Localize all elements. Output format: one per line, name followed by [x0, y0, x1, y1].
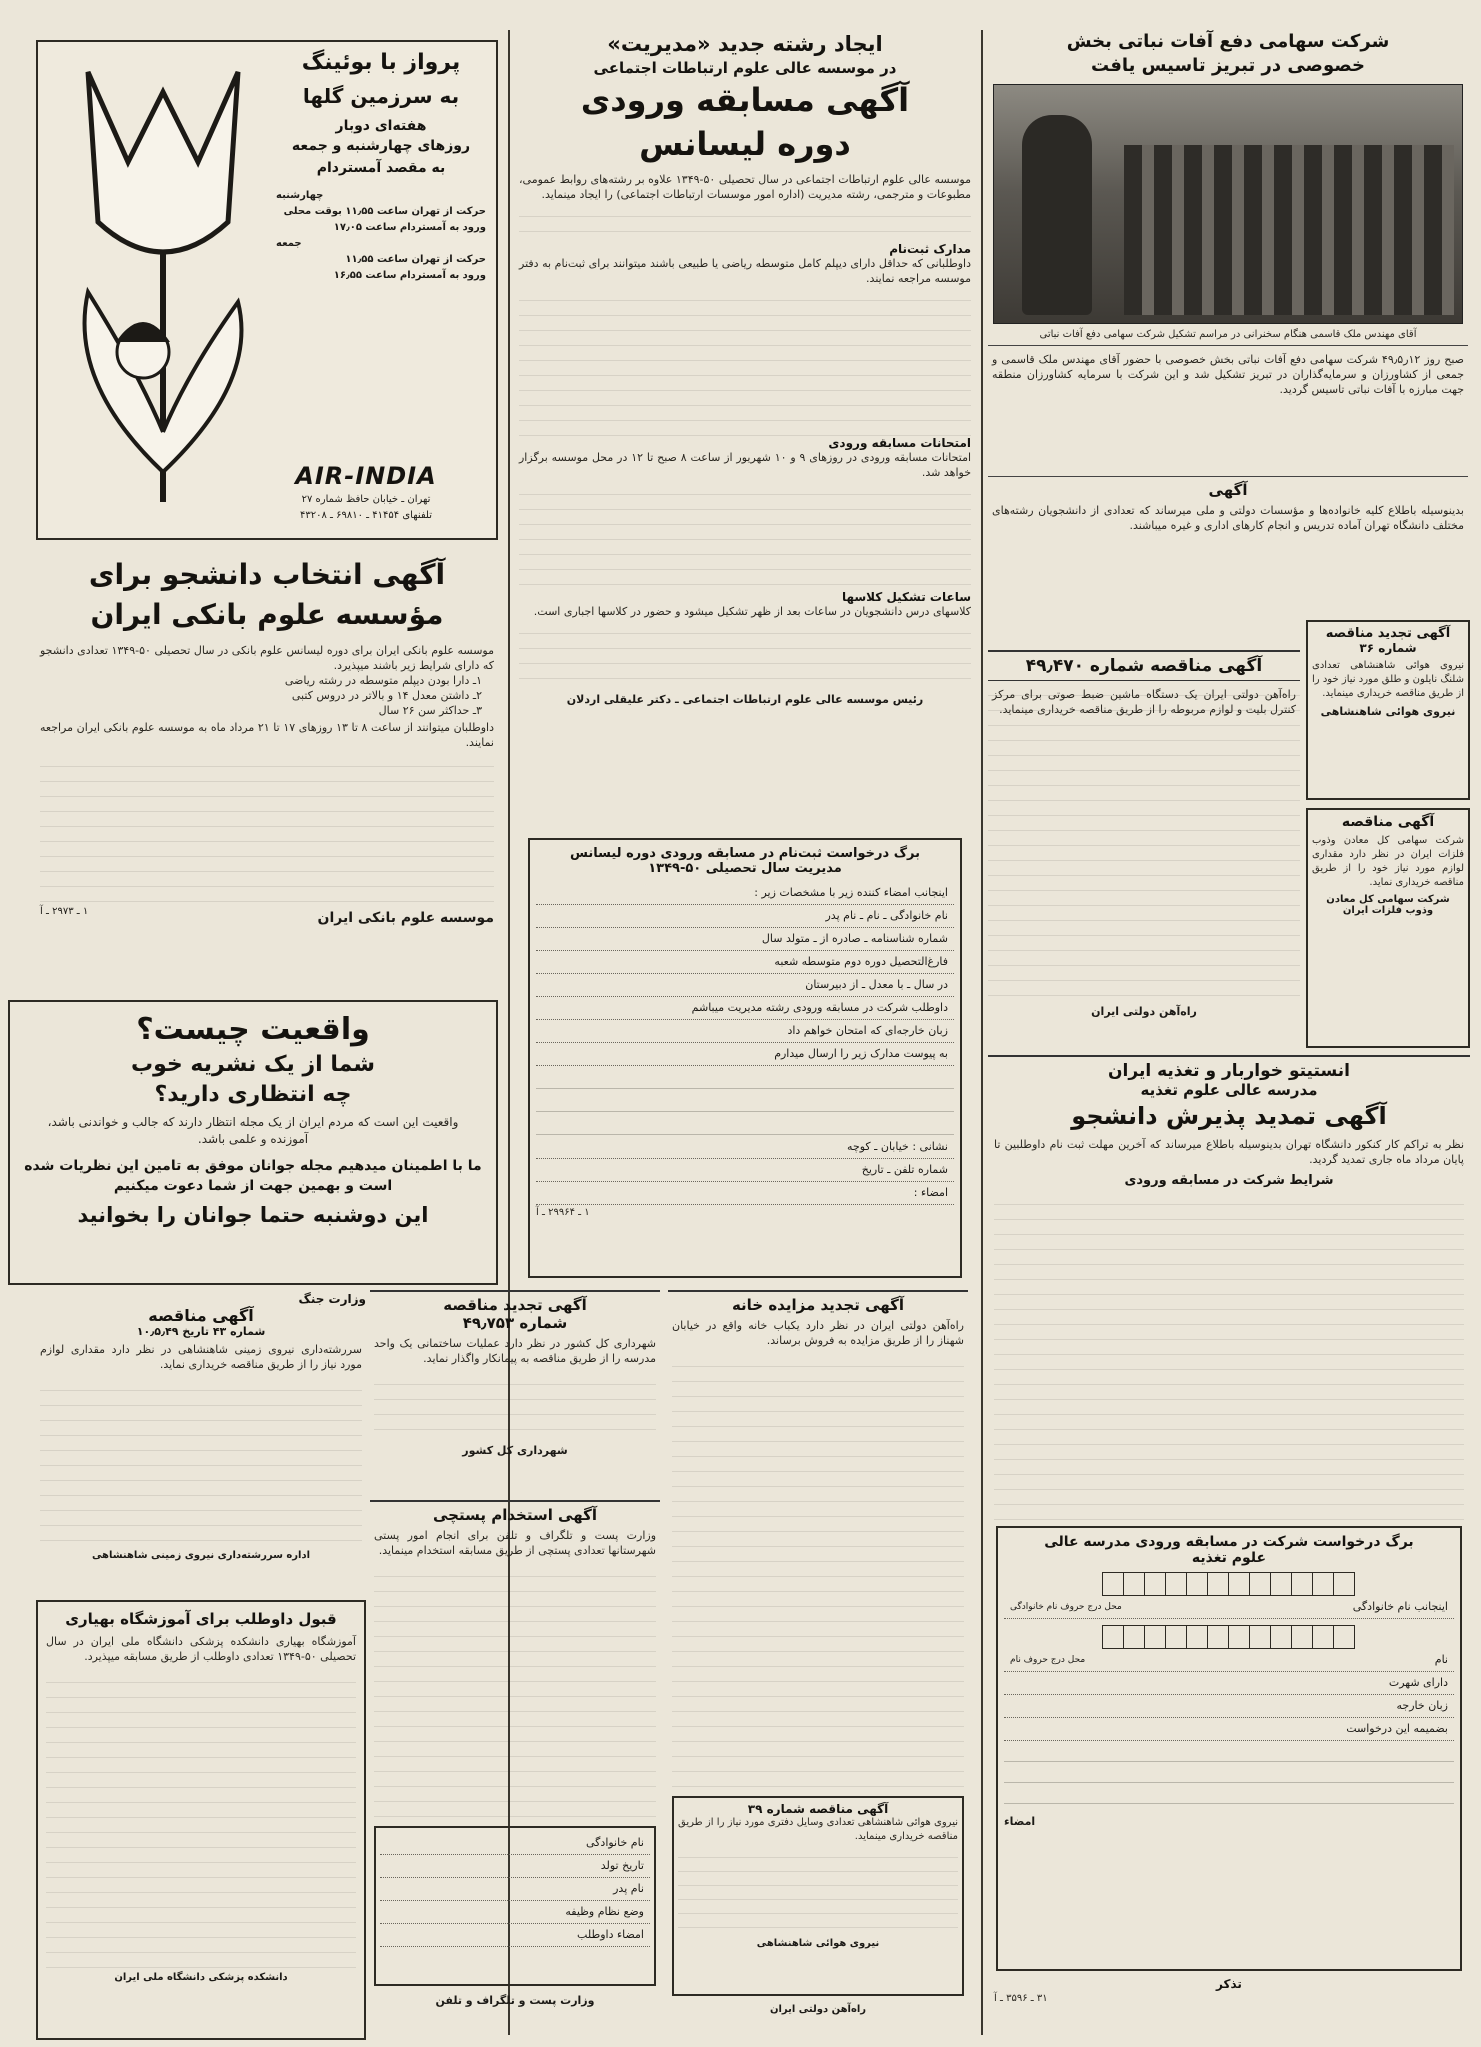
mgmt-form-line-attachments: به پیوست مدارک زیر را ارسال میدارم	[536, 1043, 954, 1066]
hire-fill	[374, 1562, 656, 1822]
war-signature: اداره سررشته‌داری نیروی زمینی شاهنشاهی	[91, 1550, 311, 1561]
mgmt-form-title: برگ درخواست ثبت‌نام در مسابقه ورودی دوره لیسانس	[569, 846, 920, 861]
mgmt-form-field-address[interactable]: نشانی : خیابان ـ کوچه	[536, 1136, 954, 1159]
air-title-2: به سرزمین گلها	[302, 84, 460, 108]
nurse-body: آموزشگاه بهیاری دانشکده پزشکی دانشگاه ملی ایران در سال تحصیلی ۵۰-۱۳۴۹ تعدادی داوطلب از طریق مسابقه میپذیرد.	[46, 1635, 356, 1663]
nurse-signature: دانشکده پزشکی دانشگاه ملی ایران	[114, 1972, 288, 1983]
auction-body: راه‌آهن دولتی ایران در نظر دارد یکباب خانه واقع در خیابان شهناز را از طریق مزایده به فروش برساند.	[672, 1319, 964, 1347]
column-rule	[981, 30, 983, 2035]
mgmt-exam-title: آگهی مسابقه ورودی	[580, 81, 910, 119]
air-sched-3: حرکت از تهران ساعت ۱۱٫۵۵	[345, 254, 486, 265]
bank-signature: موسسه علوم بانکی ایران	[317, 910, 494, 926]
air-day-wed: چهارشنبه	[276, 190, 324, 201]
air-sub-2: روزهای چهارشنبه و جمعه	[291, 138, 471, 154]
war-body: سررشته‌داری نیروی زمینی شاهنشاهی در نظر دارد مقداری لوازم مورد نیاز را از طریق مناقصه خریداری نماید.	[40, 1343, 362, 1371]
docs-fill	[519, 286, 971, 436]
air-address: تهران ـ خیابان حافظ شماره ۲۷	[301, 494, 431, 505]
institute-name: انستیتو خواربار و تغذیه ایران	[1108, 1061, 1350, 1081]
mgmt-headline: ایجاد رشته جدید «مدیریت»	[607, 32, 883, 56]
renew-tender-title: آگهی تجدید مناقصه	[443, 1296, 587, 1314]
air-sub-3: به مقصد آمستردام	[316, 160, 446, 176]
exam-title: امتحانات مسابقه ورودی	[828, 436, 971, 450]
management-program	[515, 30, 975, 840]
renew-tender-753	[370, 1290, 660, 1495]
photo-caption: آقای مهندس ملک قاسمی هنگام سخنرانی در مراسم تشکیل شرکت سهامی دفع آفات نباتی	[988, 324, 1468, 346]
nursing-school-ad	[36, 1600, 366, 2040]
bank-footer	[36, 902, 498, 934]
nutrition-form	[996, 1526, 1462, 1971]
tender-mines-signature: شرکت سهامی کل معادن وذوب فلزات ایران	[1326, 894, 1450, 916]
air-sched-2: ورود به آمستردام ساعت ۱۷٫۰۵	[333, 222, 486, 233]
tender-36-box	[1306, 620, 1470, 800]
air-schedule	[276, 188, 486, 284]
tender-36-body: نیروی هوائی شاهنشاهی تعدادی شلنگ نایلون و طلق مورد نیاز خود را از طریق مناقصه خریداری مینماید.	[1312, 660, 1464, 699]
bank-body-2: داوطلبان میتوانند از ساعت ۸ تا ۱۳ روزهای ۱۷ تا ۲۱ مرداد ماه به موسسه علوم بانکی ایران مراجعه نمایند.	[40, 721, 495, 749]
form-field-language[interactable]: زبان خارجه	[1004, 1695, 1454, 1718]
form-field-name[interactable]: نام محل درج حروف نام	[1004, 1649, 1454, 1672]
form-field-attachment[interactable]: بضمیمه این درخواست	[1004, 1718, 1454, 1741]
renew-tender-fill	[374, 1370, 656, 1440]
docs-title: مدارک ثبت‌نام	[889, 242, 971, 256]
hire-signature: وزارت پست و تلگراف و تلفن	[435, 1994, 595, 2007]
hire-field-military[interactable]: وضع نظام وظیفه	[380, 1901, 650, 1924]
nutrition-form-title: برگ درخواست شرکت در مسابقه ورودی مدرسه عالی	[1044, 1534, 1414, 1550]
institute-school: مدرسه عالی علوم تغذیه	[1140, 1081, 1318, 1099]
auction-fill	[672, 1352, 964, 1792]
reality-body: واقعیت این است که مردم ایران از یک مجله انتظار دارند که جالب و خواندنی باشد، آموزنده و علمی باشد.	[47, 1115, 459, 1146]
news-headline: شرکت سهامی دفع آفات نباتی بخش	[1066, 31, 1390, 52]
house-auction	[668, 1290, 968, 2040]
bank-req-3: ۳ـ حداکثر سن ۲۶ سال	[378, 704, 482, 717]
auction-title: آگهی تجدید مزایده خانه	[731, 1296, 905, 1314]
bank-ref: ۱ ـ ۲۹۷۳ ـ آ	[40, 906, 89, 917]
tender-36-signature: نیروی هوائی شاهنشاهی	[1320, 705, 1456, 718]
javanan-ad	[8, 1000, 498, 1285]
reality-question-2: چه انتظاری دارید؟	[154, 1082, 352, 1107]
air-sub-1: هفته‌ای دوبار	[335, 118, 427, 134]
air-india-ad	[36, 40, 498, 540]
reality-promise: ما با اطمینان میدهیم مجله جوانان موفق به تامین این نظریات شده است و بهمین جهت از شما دعوت میکنیم	[24, 1158, 482, 1194]
tender-470-title: آگهی مناقصه شماره ۴۹٫۴۷۰	[988, 650, 1300, 681]
auction-signature: راه‌آهن دولتی ایران	[769, 2004, 867, 2015]
mgmt-intro-fill	[519, 202, 971, 242]
reality-cta: این دوشنبه حتما جوانان را بخوانید	[77, 1203, 429, 1227]
mgmt-form-line-applicant: داوطلب شرکت در مسابقه ورودی رشته مدیریت میباشم	[536, 997, 954, 1020]
bank-body: موسسه علوم بانکی ایران برای دوره لیسانس علوم بانکی در سال تحصیلی ۵۰-۱۳۴۹ تعدادی دانشجو که دارای شرایط زیر باشند میپذیرد.	[40, 644, 494, 672]
bank-req-1: ۱ـ دارا بودن دیپلم متوسطه در رشته ریاضی	[284, 674, 482, 687]
news-photo	[993, 84, 1463, 324]
nurse-fill	[46, 1668, 356, 1968]
mgmt-form-ref: ۱ ـ ۲۹۹۶۴ ـ آ	[536, 1207, 590, 1218]
tulip-illustration	[48, 52, 278, 522]
war-title: آگهی مناقصه	[148, 1306, 254, 1325]
hire-title: آگهی استخدام پستچی	[432, 1506, 598, 1524]
nurse-title: قبول داوطلب برای آموزشگاه بهیاری	[65, 1610, 337, 1628]
renew-tender-number: شماره ۴۹٫۷۵۳	[462, 1314, 568, 1332]
docs-body: داوطلبانی که حداقل دارای دیپلم کامل متوسطه ریاضی یا طبیعی باشند میتوانند برای ثبت‌نام به دفتر موسسه مراجعه نمایند.	[519, 257, 971, 285]
photo-audience	[1124, 145, 1454, 315]
war-fill	[40, 1376, 362, 1546]
mgmt-degree: دوره لیسانس	[639, 125, 851, 163]
tender-39-signature: نیروی هوائی شاهنشاهی	[756, 1938, 880, 1949]
nutrition-form-signature: امضاء	[1004, 1815, 1036, 1828]
tender-39-box	[672, 1796, 964, 1996]
tender-470-signature: راه‌آهن دولتی ایران	[1091, 1005, 1197, 1018]
ref-code: ۳۱ ـ ۳۵۹۶ ـ آ	[994, 1993, 1048, 2004]
news-pest-control	[988, 30, 1468, 670]
air-phone: تلفنهای ۴۱۴۵۴ ـ ۶۹۸۱۰ ـ ۴۳۲۰۸	[299, 510, 432, 521]
banking-institute-ad	[36, 555, 498, 995]
photo-figure-speaker	[1022, 115, 1092, 315]
bank-headline-2: مؤسسه علوم بانکی ایران	[90, 598, 444, 631]
war-ministry: وزارت جنگ	[298, 1292, 366, 1306]
classes-fill	[519, 619, 971, 689]
exam-fill	[519, 480, 971, 590]
mgmt-form-subtitle: مدیریت سال تحصیلی ۵۰-۱۳۴۹	[648, 861, 842, 876]
form-field-family[interactable]: اینجانب نام خانوادگی محل درج حروف نام خانوادگی	[1004, 1596, 1454, 1619]
reality-question-1: شما از یک نشریه خوب	[131, 1052, 375, 1077]
air-sched-4: ورود به آمستردام ساعت ۱۶٫۵۵	[333, 270, 486, 281]
tulip-leaf-right	[163, 302, 241, 472]
tender-39-body: نیروی هوائی شاهنشاهی تعدادی وسایل دفتری مورد نیاز را از طریق مناقصه خریداری مینماید.	[678, 1817, 958, 1842]
tender-mines-title: آگهی مناقصه	[1341, 814, 1435, 830]
postman-hire	[370, 1500, 660, 2040]
bank-fill	[40, 752, 494, 902]
tender-39-fill	[678, 1844, 958, 1934]
bank-req-2: ۲ـ داشتن معدل ۱۴ و بالاتر در دروس کتبی	[291, 689, 482, 702]
war-ministry-tender	[36, 1292, 366, 1592]
conditions-text	[994, 1190, 1464, 1520]
air-india-logo: AIR-INDIA	[295, 462, 437, 490]
tender-39-title: آگهی مناقصه شماره ۳۹	[747, 1802, 889, 1816]
form-field-reputation[interactable]: دارای شهرت	[1004, 1672, 1454, 1695]
hire-field-signature[interactable]: امضاء داوطلب	[380, 1924, 650, 1947]
institute-headline: آگهی تمدید پذیرش دانشجو	[1071, 1102, 1387, 1130]
conditions-title: شرایط شرکت در مسابقه ورودی	[1124, 1173, 1334, 1188]
renew-tender-signature: شهرداری کل کشور	[462, 1444, 568, 1457]
mgmt-form-field-name[interactable]: نام خانوادگی ـ نام ـ نام پدر	[536, 905, 954, 928]
mgmt-application-form	[528, 838, 962, 1278]
adv-body: بدینوسیله باطلاع کلیه خانواده‌ها و مؤسسات دولتی و ملی میرساند که تعدادی از دانشجویان رشته‌های مختلف دانشگاه تهران آماده تدریس و انجام کارهای اداری و غیره میباشند.	[992, 504, 1464, 532]
mgmt-form-field-signature[interactable]: امضاء :	[536, 1182, 954, 1205]
classes-body: کلاسهای درس دانشجویان در ساعات بعد از ظهر تشکیل میشود و حضور در کلاسها اجباری است.	[533, 605, 971, 618]
tender-36-number: شماره ۳۶	[1359, 641, 1417, 655]
air-day-fri: جمعه	[276, 238, 302, 249]
mgmt-form-line-intro: اینجانب امضاء کننده زیر با مشخصات زیر :	[536, 882, 954, 905]
mgmt-form-field-id[interactable]: شماره شناسنامه ـ صادره از ـ متولد سال	[536, 928, 954, 951]
nutrition-form-subtitle: علوم تغذیه	[1191, 1550, 1267, 1566]
tender-470	[988, 650, 1300, 1050]
exam-body: امتحانات مسابقه ورودی در روزهای ۹ و ۱۰ شهریور از ساعت ۸ صبح تا ۱۲ در محل موسسه برگزار خواهد شد.	[519, 451, 972, 479]
tulip-leaf-left	[85, 292, 163, 472]
renew-tender-body: شهرداری کل کشور در نظر دارد عملیات ساختمانی یک واحد مدرسه را از طریق مناقصه به پیمانکار واگذار نماید.	[374, 1337, 656, 1365]
letter-boxes-name[interactable]	[1004, 1625, 1454, 1649]
adv-title: آگهی	[988, 476, 1468, 499]
tender-mines-body: شرکت سهامی کل معادن وذوب فلزات ایران در نظر دارد مقداری لوازم مورد نیاز خود را از طریق مناقصه خریداری نماید.	[1312, 835, 1464, 888]
tender-36-title: آگهی تجدید مناقصه	[1325, 626, 1451, 641]
hire-body: وزارت پست و تلگراف و تلفن برای انجام امور پستی شهرستانها تعدادی پستچی از طریق مسابقه استخدام مینماید.	[374, 1529, 656, 1557]
mgmt-signature: رئیس موسسه عالی علوم ارتباطات اجتماعی ـ دکتر علیقلی اردلان	[566, 693, 924, 706]
hire-form	[374, 1826, 656, 1986]
form-lines-blank	[1004, 1741, 1454, 1811]
letter-boxes-family[interactable]	[1004, 1572, 1454, 1596]
hire-field-family[interactable]: نام خانوادگی	[380, 1832, 650, 1855]
classes-title: ساعات تشکیل کلاسها	[841, 590, 971, 604]
war-number: شماره ۴۳ تاریخ ۱۰٫۵٫۴۹	[136, 1325, 266, 1338]
institute-body: نظر به تراکم کار کنکور دانشگاه تهران بدینوسیله باطلاع میرساند که آخرین مهلت ثبت نام داوطلبین تا پایان مرداد ماه جاری تمدید گردید.	[994, 1138, 1464, 1166]
air-sched-1: حرکت از تهران ساعت ۱۱٫۵۵ بوقت محلی	[283, 206, 486, 217]
mgmt-form-field-phone[interactable]: شماره تلفن ـ تاریخ	[536, 1159, 954, 1182]
hire-field-birth[interactable]: تاریخ تولد	[380, 1855, 650, 1878]
hire-field-father[interactable]: نام پدر	[380, 1878, 650, 1901]
reality-headline: واقعیت چیست؟	[136, 1012, 370, 1047]
air-title-1: پرواز با بوئینگ	[301, 50, 461, 75]
mgmt-form-field-diploma[interactable]: فارغ‌التحصیل دوره دوم متوسطه شعبه	[536, 951, 954, 974]
tender-mines-box	[1306, 808, 1470, 1048]
note-title: تذکر	[1216, 1977, 1242, 1991]
tulip-flower	[88, 72, 238, 252]
news-subheadline: خصوصی در تبریز تاسیس یافت	[1091, 55, 1365, 76]
mgmt-intro: موسسه عالی علوم ارتباطات اجتماعی در سال تحصیلی ۵۰-۱۳۴۹ علاوه بر رشته‌های روابط عمومی، مطبوعات و مترجمی، رشته مدیریت (اداره امور موسسات ارتباطات اجتماعی) را ایجاد مینماید.	[519, 173, 971, 201]
news-body: صبح روز ۱۲ر۴۹٫۵ شرکت سهامی دفع آفات نباتی بخش خصوصی با حضور آقای مهندس ملک قاسمی و جمعی از کشاورزان و سرمایه‌گذاران در تبریز تشکیل شد و این شرکت با سرمایه کشاورزان منطقه جهت مبارزه با آفات نباتی تاسیس گردید.	[992, 353, 1464, 396]
mgmt-institute: در موسسه عالی علوم ارتباطات اجتماعی	[593, 59, 897, 77]
nutrition-institute	[988, 1055, 1470, 2045]
mgmt-form-field-language[interactable]: زبان خارجه‌ای که امتحان خواهم داد	[536, 1020, 954, 1043]
mgmt-form-blank	[536, 1066, 954, 1136]
tender-470-body: راه‌آهن دولتی ایران یک دستگاه ماشین ضبط صوتی برای مرکز کنترل بلیت و لوازم مربوطه را از طریق مناقصه خریداری مینماید.	[988, 681, 1300, 1001]
mgmt-form-field-year[interactable]: در سال ـ با معدل ـ از دبیرستان	[536, 974, 954, 997]
bank-headline-1: آگهی انتخاب دانشجو برای	[88, 558, 446, 591]
